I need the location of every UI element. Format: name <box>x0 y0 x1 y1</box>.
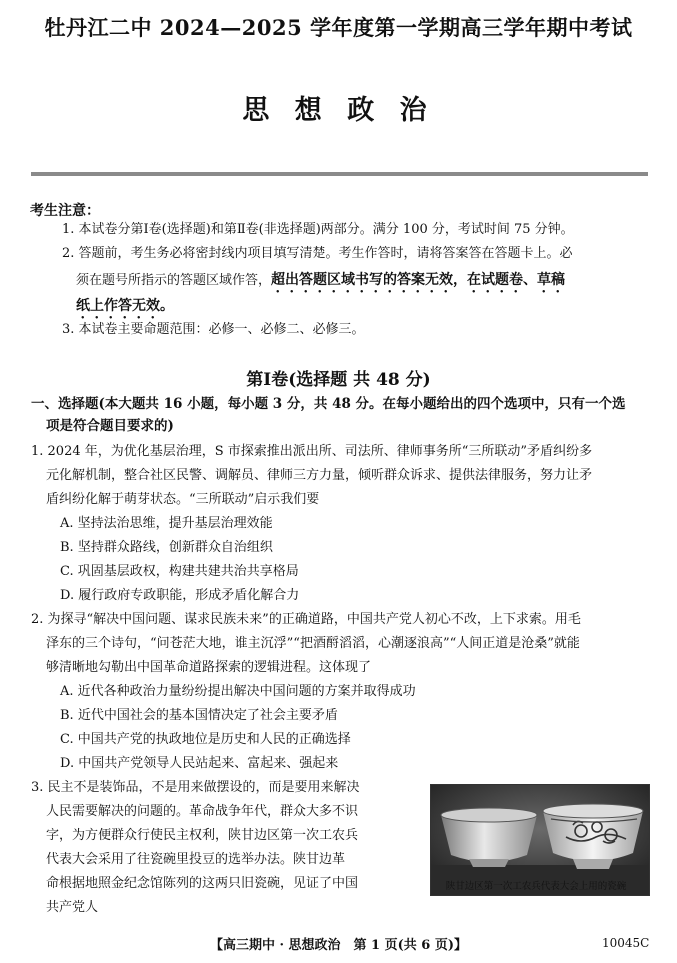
q1-stem-line-2: 元化解机制，整合社区民警、调解员、律师三方力量，倾听群众诉求、提供法律服务，努力让矛 <box>46 468 593 483</box>
q3-stem-line-5: 命根据地照金纪念馆陈列的这两只旧瓷碗，见证了中国 <box>46 876 359 891</box>
q3-stem-line-4: 代表大会采用了往瓷碗里投豆的选举办法。陕甘边革 <box>46 852 346 867</box>
section-instructions-line-1: 一、选择题(本大题共 16 小题，每小题 3 分，共 48 分。在每小题给出的四个选项中，只有一个选 <box>31 396 626 412</box>
q1-stem-line-3: 盾纠纷化解于萌芽状态。“三所联动”启示我们要 <box>46 492 320 507</box>
notice-item-2-line-2 <box>76 268 565 296</box>
header-divider <box>31 172 648 176</box>
exam-title: 牡丹江二中 2024—2025 学年度第一学期高三学年期中考试 <box>44 15 633 40</box>
section-instructions-line-2: 项是符合题目要求的) <box>46 418 174 434</box>
exam-code: 10045C <box>602 936 650 950</box>
q3-stem-line-6: 共产党人 <box>46 900 99 915</box>
notice-item-3: 3. 本试卷主要命题范围：必修一、必修二、必修三。 <box>62 322 365 337</box>
notice-item-2-line-1: 2. 答题前，考生务必将密封线内项目填写清楚。考生作答时，请将答案答在答题卡上。必 <box>62 246 573 261</box>
q1-option-a: A. 坚持法治思维，提升基层治理效能 <box>60 516 273 531</box>
q2-option-b: B. 近代中国社会的基本国情决定了社会主要矛盾 <box>60 708 338 723</box>
q1-stem-line-1: 1. 2024 年，为优化基层治理，S 市探索推出派出所、司法所、律师事务所“三所联动”矛盾纠纷多 <box>31 444 593 459</box>
notice-heading: 考生注意： <box>30 203 100 219</box>
q3-stem-line-3: 字，为方便群众行使民主权利，陕甘边区第一次工农兵 <box>46 828 359 843</box>
notice-item-2-emphasis-end: 纸上作答无效。 <box>76 298 174 314</box>
q1-option-d: D. 履行政府专政职能，形成矛盾化解合力 <box>60 588 300 603</box>
q2-option-c: C. 中国共产党的执政地位是历史和人民的正确选择 <box>60 732 351 747</box>
q2-option-a: A. 近代各种政治力量纷纷提出解决中国问题的方案并取得成功 <box>60 684 416 699</box>
subject-title: 思 想 政 治 <box>242 95 435 126</box>
q2-option-d: D. 中国共产党领导人民站起来、富起来、强起来 <box>60 756 339 771</box>
part-1-title: 第Ⅰ卷(选择题 共 48 分) <box>246 370 431 390</box>
q2-stem-line-3: 够清晰地勾勒出中国革命道路探索的逻辑进程。这体现了 <box>46 660 372 675</box>
notice-item-1: 1. 本试卷分第Ⅰ卷(选择题)和第Ⅱ卷(非选择题)两部分。满分 100 分，考试时间 75 分钟。 <box>62 222 574 237</box>
q3-stem-line-1: 3. 民主不是装饰品，不是用来做摆设的，而是要用来解决 <box>31 780 360 795</box>
q2-stem-line-2: 泽东的三个诗句，“问苍茫大地，谁主沉浮”“把酒酹滔滔，心潮逐浪高”“人间正道是沧桑”就能 <box>46 636 580 651</box>
page-footer: 【高三期中 · 思想政治 第 1 页(共 6 页)】 <box>209 938 468 953</box>
notice-item-2-emphasis: 超出答题区域书写的答案无效，在试题卷、草稿 <box>271 272 566 288</box>
q2-stem-line-1: 2. 为探寻“解决中国问题、谋求民族未来”的正确道路，中国共产党人初心不改，上下求索。用毛 <box>31 612 581 627</box>
notice-item-2-plain: 须在题号所指示的答题区域作答， <box>76 273 272 288</box>
q3-stem-line-2: 人民需要解决的问题的。革命战争年代，群众大多不识 <box>46 804 359 819</box>
photo-caption: 陕甘边区第一次工农兵代表大会上用的瓷碗 <box>445 881 627 892</box>
q1-option-c: C. 巩固基层政权，构建共建共治共享格局 <box>60 564 299 579</box>
q1-option-b: B. 坚持群众路线，创新群众自治组织 <box>60 540 273 555</box>
